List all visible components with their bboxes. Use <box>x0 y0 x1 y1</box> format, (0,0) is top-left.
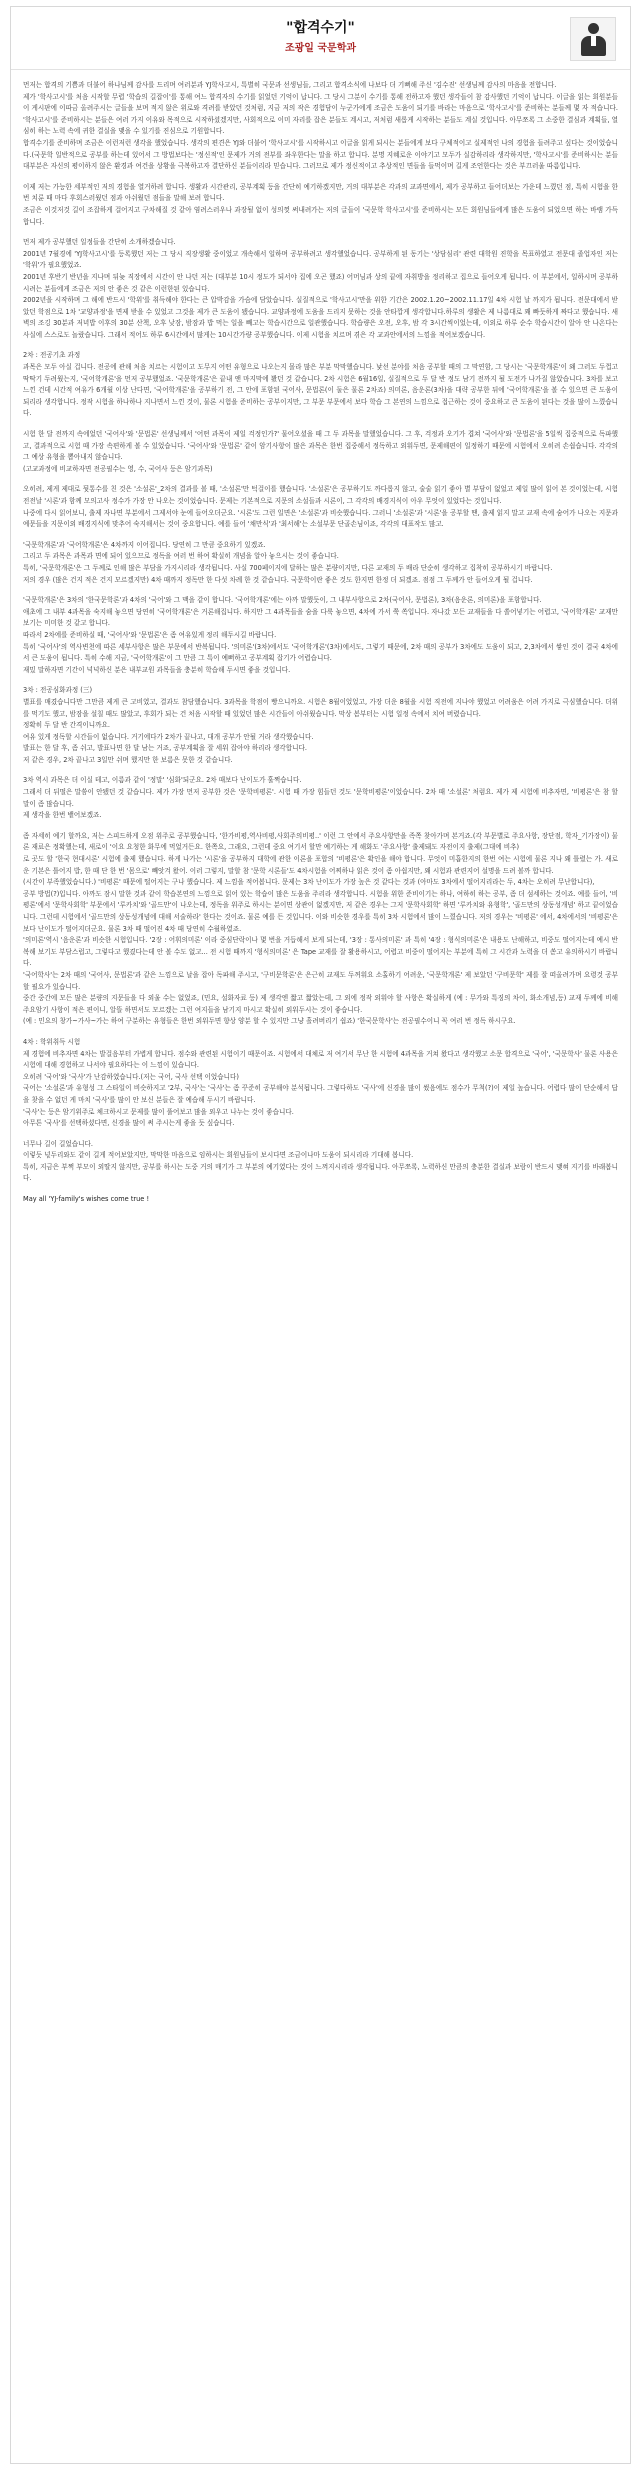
paragraph: 4차 : 학위취득 시험 제 경험에 비추자면 4차는 발걸음부터 가볍게 합니다. 점수와 관련된 시험이기 때문이죠. 시험에서 대체로 저 여기서 무난 한 시험에 4과목을 거쳐 왔다고 생각했고 소문 합격으로 '국어', '국문학사' 물론 사용은 시험에 대해 경험하고 나서야 필요하다는 이 느낌이 있습니다. 오히려 '국어'와 '국사'가 난감하였습니다.(저는 국어, 국사 선택 이었습니다) 국어는 '소설론'과 유형성 그 스타일이 비슷하지고 '2부, 국사'는 '국사'는 좀 꾸준히 공부해야 분석됩니다. 그렇다하도 '국사'에 신경을 많이 썼음에도 점수가 무척(?)이 제일 높습니다. 어렵다 많이 단순해서 답을 찾을 수 없던 게 마치 '국사'를 많이 안 보신 분들은 잘 예습해 두시기 바랍니다. '국사'는 등은 암기위주로 체크하시고 문제를 많이 풀어보고 많을 외우고 나누는 것이 좋습니다. 아무튼 '국사'를 선택하셨다면, 신경을 많이 써 주시는게 좋을 듯 싶습니다. <box>23 1037 618 1128</box>
paragraph: 먼저는 합격의 기쁨과 더불어 하나님께 감사를 드리며 여러분과 YJ학사고시, 특별히 국문과 선생님들, 그리고 합격소식에 나보다 더 기뻐해 주신 '김수진' 선생님께 감사의 마음을 전합니다. 제가 '학사고시'를 처음 시작할 무렵 '학습의 길잡이'를 통해 여느 합격자의 수기를 읽었던 기억이 납니다. 그 당시 그분이 수기를 통해 전하고자 했던 생각들이 참 감사했던 기억이 납니다. 이글을 읽는 회원분들이 게시판에 이따금 올려주시는 글들을 보며 적지 않은 위로와 격려를 받았던 것처럼, 지금 저의 작은 경험담이 누군가에게 조금은 도움이 되기를 바라는 마음으로 '학사고시'를 준비하는 분들께 몇 자 적습니다. '학사고시'를 준비하시는 분들은 여러 가지 이유와 목적으로 시작하셨겠지만, 사회적으로 이미 자리를 잡은 분들도 계시고, 저처럼 새롭게 시작하는 분들도 계실 것입니다. 아무쪼록 그 소중한 결심과 계획들, 열심히 하는 노력 속에 귀한 결실을 맺을 수 있기를 진심으로 기원합니다. 합격수기를 준비하며 조금은 이런저런 생각을 했었습니다. 생각의 편견은 YJ와 더불어 '학사고시'를 시작하시고 이글을 읽게 되시는 분들에게 보다 구체적이고 실제적인 나의 경험을 들려주고 싶다는 것이었습니다.(국문학 일반적으로 공부를 하는데 있어서 그 방법보다는 '정신적'인 문제가 거의 전부를 좌우한다는 말을 하고 합니다. 분명 지혜로운 이야기고 모두가 실감하리라 생각하지만, '학사고시'를 준비하시는 분들 대부분은 자신의 평이하지 않은 환경과 여건을 상황을 극복하고자 결단하신 분들이리라 믿습니다. 그러므로 제가 정신적이고 추상적인 면들을 들먹이며 길게 조언한다는 것은 부끄러울 따름입니다. <box>23 81 618 171</box>
paragraph: 시험 한 달 전까지 속에었던 '국어사'와 '문법론' 선생님께서 '어떤 과목이 제일 걱정인가?' 물어오셨을 때 그 두 과목을 말했었습니다. 그 후, 걱정과 오기가 겹쳐 '국어사'와 '문법론'을 5일씩 집중적으로 독파했고, 결과적으로 시험 때 가장 속편하게 볼 수 있었습니다. '국어사'와 '문법론' 같이 암기사항이 많은 과목은 한번 집중해서 정독하고 외워두면, 문제해편이 일정하기 때문에 시험에서 오히려 손쉽습니다. 각각의 그 예상 유형을 뽑아내지 않습니다. (고교과정에 비교하자면 전공필수는 영, 수, 국어사 등은 암기과목) <box>23 430 618 473</box>
paragraph: 좀 자세히 예기 할까요, 저는 스피드하게 오점 위주로 공부했습니다, '한가비평,역사비평,사회주의비평..' 이런 그 안에서 주요사항만을 족쪽 찾아가며 본거죠.(각 부문별로 주요사항, 장단점, 학자_기가장이) 물론 재료은 정확했는데, 새로이 '이요 요청한 화무에 먹었거든요. 한쪽요, 그래요, 그런데 중요 여기서 할만 예기하는 게 해화도 '주요사항' 출제돼도 자전이지 출제(그대에 비추) 로 곳도 할 '한국 현대시론' 시험에 출제 했습니다. 하게 나가는 '시론'을 공부하지 대학에 관한 이론을 포합의 '비평론'은 확인을 해야 합니다. 무엇이 미흡한지의 한번 여는 시험에 물론 지나 왜 틀렸는 가. 새로운 기본은 틀어지 밥, 한 때 단 한 번 '몸으로' 빼앗겨 왔어. 이러 그렇지, 말할 참 '문학 시론들'도 4차시험을 어찌하나 읽은 것이 좀 아쉽지만, 왜 시험과 관련지어 설명을 드려 볼까 합니다. (시간이 부족했었습니다.) '비평론' 때문에 떨어지는 구나 했습니다. 제 느낌을 적어봅니다. 문제는 3차 난이도가 가장 높은 것 같다는 것과 (아마도 3차에서 떨어지리라는 두, 4차는 오히려 무난합니다), 공부 방법(?)입니다. 아까도 잠시 말한 것과 같이 학습본연의 느낌으로 읽어 있는 학습이 많은 도움을 주리라 생각합니다. 시험을 위한 준비이기는 하나, 여하히 하는 공부, 좀 더 섬세하는 것이죠. 예를 들어, '비평론'에서 '문학사회학' 부문에서 '루카치'와 '골드만'이 나오는데, 정독을 위주로 하시는 분이면 상관이 없겠지만, 저 같은 경우는 그저 '문학사회학' 하면 '루카치와 유형학', '골드만의 상동성개념' 하고 끝이었습니다. 그런데 시험에서 '골드만의 상동성개념에 대해 서술하라' 한다는 것이죠. 물론 예를 든 것입니다. 이와 비슷한 경우를 특히 3차 시험에서 많이 느꼈습니다. 저의 경우는 '비평론' 에서, 4차에서의 '비평론'은 보다 난이도가 떨어지더군요. 물론 3차 때 떨어진 4차 때 당연히 수월하였죠. '의미론'역시 '음운론'과 비슷한 시험입니다. '2장 : 어휘의미론' 이라 중심단락이나 몇 번을 거듭해서 보게 되는데, '3장 : 통사의미론' 과 특히 '4장 : 형식의미론'은 내용도 난해하고, 비중도 떨어지는데 예시 반복해 보기도 부담스럽고, 그렇다고 했겼다는데 안 볼 수도 없고... 전 시험 때까지 '형식의미론' 은 Tape 교재를 잘 활용하시고, 어렵고 비중이 떨어지는 부분에 특히 그 시간과 노력을 더 쏟고 유의하시기 바랍니다. '국어학사'는 2차 때의 '국어사, 문법론'과 같은 느낌으로 날을 잡아 독파해 주시고, '구비문학론'은 은근히 교재도 두꺼워요 소홀하기 어려운, '국문학개론' 제 보았던 '구비문학' 제를 잘 떠올려가며 요령것 공부할 필요가 있습니다. 중간 중간에 모든 많은 분량의 지문들을 다 외울 수는 없었죠, (민요, 설화자료 등) 제 생각엔 짧고 짧았는데, 그 외에 정작 외워야 할 사항은 확실하게 (예 : 무가와 특징의 차이, 화소개념,등) 교재 두께에 비해 주요암기 사항이 적은 편이니, 알뜰 하면서도 모르겠는 그런 여지들을 남기지 마시고 확실히 외워두시는 것이 좋습니다. (예 : 민요의 창가~가사~가는 하여 구분하는 유형들은 한번 외워두면 향상 양분 할 수 있지만 그냥 흘려버리기 쉽죠) '한국문학사'는 전공필수이니 꼭 여러 번 정독 하시구요. <box>23 831 618 1026</box>
paragraph: 2차 : 전공기초 과정 과목은 모두 아실 겁니다. 전공에 관해 처음 치르는 시험이고 도무지 어떤 유형으로 나오는지 몰라 많은 부분 막막했습니다. 낯선 분야를 처음 공부할 때의 그 막연함, 그 당시는 '국문학개론'이 왜 그러도 두껍고 딱딱기 두려웠는지, '국어학개론'을 먼저 공부했었죠. '국문학개론'은 끝내 앤 마지막에 봤던 것 같습니다. 2차 시험은 6월16일, 실질적으로 두 달 반 정도 남기 전까지 될 도전가 나가질 않았습니다. 3차를 보고 느낀 건데 시간적 여유가 6개월 이상 난다면, '국어학개론'을 공부하기 전, 그 안에 포함된 국어사, 문법론(이 둘은 물론 2차죠) 의미론, 음운론(3차)을 대략 공부한 뒤에 '국어학개론'을 볼 수 있으면 큰 도움이 되리라 생각합니다. 정작 시험을 하나하나 지나면서 느낀 것이, 물론 시험을 준비하는 공부이지만, 그 부문 부문에서 보다 학습 그 본연의 느낌으로 접근하는 것이 중요하고 큰 도움이 된다는 것을 많이 느꼈습니다. <box>23 351 618 418</box>
article-frame <box>10 6 631 2464</box>
paragraph: 이제 저는 가능한 세부적인 저의 경험을 열거하려 합니다. 생활과 시간관리, 공부계획 등을 간단히 예기하겠지만, 거의 대부분은 각과의 교과면에서, 제가 공부하고 들어더보는 가운데 느꼈던 점, 특히 시험을 한번 치룬 때 마다 후회스러웠던 점과 아쉬웠던 점들을 말해 보려 합니다. 조금은 이것저것 길이 조잡하게 걸어지고 구차해질 것 같아 염려스러우나 과장될 없이 성의껏 써내려가는 저의 글들이 '국문학 학사고시'를 준비하시는 모든 회원님들에게 많은 도움이 되었으면 하는 바램 가득합니다. <box>23 182 618 226</box>
article-body <box>11 70 630 1206</box>
page-title: "합격수기" <box>286 20 355 36</box>
person-silhouette-icon <box>570 17 616 61</box>
paragraph: 먼저 제가 공부했던 일정들을 간단히 소개하겠습니다. 2001년 7월경에 'YJ학사고시'를 등록했던 저는 그 당시 직장생활 중이었고 개속해서 일하며 공부하려고 생각했었습니다. 공부하게 된 동기는 '상담심리' 관련 대학원 진학을 목표하였고 전문대 졸업자인 저는 '학위'가 필요했었죠. 2001년 후반기 반년을 지나며 뒤늦 직장에서 시간이 안 나던 저는 (대부분 10시 정도가 되서야 집에 오곤 했죠) 어머님과 상의 끝에 자취방을 정리하고 집으로 들어오게 됩니다. 이 부분에서, 일하시며 공부하시려는 분들에게 조금은 저의 안 좋은 것 같은 이런한된 있습니다. 2002년을 시작하며 그 해에 반드시 '학위'를 취득해야 한다는 큰 압박감을 가슴에 담았습니다. 실질적으로 '학사고시'만을 위한 기간은 2002.1.20~2002.11.17일 4차 시험 날 까지가 됩니다. 전문대에서 받았던 학점으로 1차 '교양과정'을 면제 받을 수 있었고 그것을 제가 큰 도움이 됐습니다. 교양과정에 도움을 드리지 못하는 것을 안타깝게 생각합니다.하루의 생활은 제 나름대로 꽤 빠듯하게 짜다고 했습니다. 새벽의 조깅 30분과 저녁밥 이후의 30분 산책, 오후 낮잠, 밤잠과 밥 먹는 일을 빼고는 학습시간으로 일관했습니다. 학습량은 오전, 오후, 밤 각 3시간씩이었는데, 이외로 하루 순수 학습시간이 알아 안 나온다는 사실에 스스로도 놀랐습니다. 그래서 적어도 하루 6시간에서 많게는 10시간가량 공부했습니다. 이제 시험을 치르며 겪은 각 교과안에서의 느낌을 적어보겠습니다. <box>23 238 619 339</box>
paragraph: 3차 : 전공심화과정 (三) 별표를 매겼습니다만 그만큼 제게 큰 고비였고, 결과도 참담했습니다. 3과목을 학점이 빵으니까요. 시험은 8월이었었고, 가장 더운 8월을 시험 직전에 지나야 했었고 어려움은 어려 가지로 극심했습니다. 더위를 먹기도 했고, 밤잠을 설칠 때도 많았고, 후회가 되는 건 처음 시작할 때 있었던 많은 시간들이 아쉬웠습니다. 막상 봄부터는 시험 일정 속에서 치여 버렸습니다. 정확히 두 달 반 간격이니까요. 여유 있게 정독할 시간들이 없습니다. 거기에다가 2차가 끝나고, 대개 공부가 안될 거라 생각했습니다. 발표는 한 달 후, 좀 쉬고, 발표나면 한 달 남는 거죠, 공부계획을 잘 세워 잡아야 하리라 생각합니다. 저 같은 경우, 2차 끝나고 3일만 쉬며 했지만 한 보름은 못한 것 같습니다. <box>23 686 618 764</box>
paragraph: '국문학개론'은 3차의 '한국문학론'과 4차의 '국어'와 그 맥을 같이 합니다. '국어학개론'에는 아까 말했듯이, 그 내부사항으로 2차(국어사, 문법론), 3차(음운론, 의미론)을 포함합니다. 애초에 그 내부 4과목을 숙지해 놓으면 당연히 '국어학개론'은 거론해집니다. 하지만 그 4과목들을 숨을 다룩 놓으면, 4차에 가서 쭉 쏙입니다. 자나갔 모든 교재들을 다 쏠어넣기는 어렵고, '국어학개론' 교재만 보기는 미미한 것 같고 합니다. 따라서 2차에를 준비하실 때, '국어사'와 '문법론'은 좀 여유있게 정리 해두시길 바랍니다. 특히 '국어사'의 역사변천에 따른 세부사항은 많은 부문에서 반복됩니다. '의미론'(3차)에서도 '국어학개론'(3차)에서도, 그렇기 때문에, 2차 때의 공부가 3차에도 도움이 되고, 2,3차에서 쌓인 것이 결국 4차에서 큰 도움이 됩니다. 특히 수해 지금, '국어학개론'이 그 만큼 그 특이 예뻐하고 공부계획 잡기가 어렵습니다. 재밌 말하자면 기간이 넉넉하신 분은 내부교원 과목들을 충분히 학습해 두시면 좋을 것입니다. <box>23 596 618 674</box>
paragraph: 너무나 길이 길었습니다. 이렇듯 넋두리와도 같이 길게 적어보았지만, 막막한 마음으로 임하시는 회원님들이 보시다면 조금이나마 도움이 되시리라 기대해 봅니다. 특히, 지금은 부쩍 부모이 외딸지 않지만, 공부를 하시는 도중 거의 매기가 그 부분의 예기였다는 것이 느껴지시리라 생각됩니다. 아무쪼록, 노력하신 만큼의 충분한 결실과 보람이 반드시 맺혀 지기를 바래봅니다. <box>23 1139 618 1183</box>
paragraph: 오히려, 제게 제대로 뒷통수를 친 것은 '소설론'_2차의 결과를 볼 때, '소설론'만 턱걸이를 했습니다. '소설론'은 공부하기도 까다롭지 않고, 술술 읽기 좋아 별 부담이 없었고 제일 많이 읽어 본 것이었는데, 시험 전전날 '시론'과 함께 모의고사 정수가 가장 안 나오는 것이었습니다. 문제는 기본적으로 지문의 소설들과 시론이, 그 각각의 배경지식이 아우 무엇이 있었다는 것입니다. 나중에 다시 읽어보니, 출제 자나면 부분에서 그제서야 눈에 들어오더군요. '시론'도 그런 일면은 '소설론'과 비슷했습니다. 그러니 '소설론'과 '시론'을 공부할 땐, 출제 읽지 말고 교재 속에 숨어가 나오는 지문과 예문들을 지문이외 배경지식에 맞추어 숙지해서는 것이 중요합니다. 예를 들어 '채만식'과 '최서해'는 소설부문 단골손님이죠, 각각의 대표작도 많고. <box>23 485 618 529</box>
closing-line: May all 'YJ-family's wishes come true ! <box>23 1195 150 1204</box>
paragraph: '국문학개론'과 '국어학개론'은 4차까지 이어집니다. 당연히 그 만큼 중요하기 있겠죠. 그리고 두 과목은 과목과 면에 되어 있으므로 정독을 여러 번 하여 확실히 개념을 알아 놓으시는 것이 좋습니다. 특히, '국문학개론'은 그 두께로 인해 많은 부담을 가지시리라 생각됩니다. 사실 700페이지에 달하는 많은 분량이지만, 다른 교재의 두 배라 단순히 생각하고 집착히 공부하시기 바랍니다. 저의 경우 (많은 건지 적은 건지 모르겠지만) 4차 때까지 정독만 한 다섯 차례 한 것 같습니다. 국문학이란 좋은 것도 한지면 한정 더 되겠죠. 점점 그 두께가 안 들어오게 될 겁니다. <box>23 540 553 584</box>
article-header <box>11 7 630 70</box>
paragraph: 3차 역시 과목은 더 이실 테고, 이름과 같이 '정말' '심화'되군요. 2차 때보다 난이도가 훌쩍습니다. 그래서 더 뒤떨은 말씀이 안됐던 것 같습니다. 제가 가장 먼저 공부한 것은 '문학비평론'. 시험 때 가장 힘들던 것도 '문학비평론'이었습니다. 2차 때 '소설론' 처럼요. 제가 제 시험에 비추자면, '비평론'은 참 할 말이 좀 많습니다. 제 생각을 한번 뱉어보겠죠. <box>23 776 618 820</box>
author-byline: 조광일 국문학과 <box>284 43 357 54</box>
